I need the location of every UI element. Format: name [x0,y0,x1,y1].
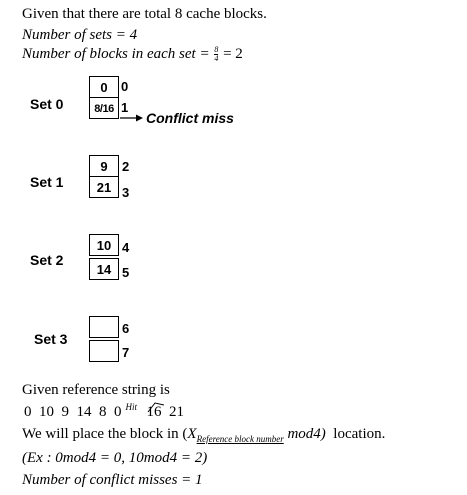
set-1-block-0: 2 [122,159,130,174]
ref-string [24,402,184,421]
ref-heading: Given reference string is [22,382,170,398]
set-0-cell-0: 0 [89,76,119,98]
set-3-cell-1 [89,340,119,362]
placement-mod: mod4) [283,426,326,442]
conflict-count-text: Number of conflict misses = 1 [22,472,203,488]
hit-label: Hit [125,402,138,412]
set-1-block-1: 3 [122,185,130,200]
ref-string-after: 16 21 [139,404,185,420]
fraction-numerator: 8 [214,45,219,55]
example-text: (Ex : 0mod4 = 0, 10mod4 = 2) [22,450,208,466]
ref-string-before: 0 10 9 14 8 0 [24,404,122,420]
blocks-per-set-suffix: = 2 [219,46,243,62]
placement-x: X [187,426,197,442]
set-0-label: Set 0 [30,96,64,112]
num-sets-text: Number of sets = 4 [22,27,138,43]
blocks-per-set-prefix: Number of blocks in each set = [22,46,214,62]
set-0-cell-1: 8/16 [89,97,119,119]
set-1-cell-0: 9 [89,155,119,177]
placement-tail: location. [325,426,386,442]
placement-text [22,426,385,444]
set-2-cell-0: 10 [89,234,119,256]
set-0-block-1: 1 [121,100,129,115]
set-0-block-0: 0 [121,79,129,94]
set-2-block-1: 5 [122,265,130,280]
set-3-block-1: 7 [122,345,130,360]
fraction-denominator: 4 [214,54,219,64]
placement-prefix: We will place the block in ( [22,426,188,442]
placement-sub: Reference block number [196,434,284,444]
set-2-label: Set 2 [30,252,64,268]
set-1-label: Set 1 [30,174,64,190]
set-3-label: Set 3 [34,331,68,347]
conflict-arrow-head [136,115,143,122]
set-3-block-0: 6 [122,321,130,336]
set-2-cell-1: 14 [89,258,119,280]
set-2-block-0: 4 [122,240,130,255]
conflict-miss-label: Conflict miss [146,110,234,126]
set-3-cell-0 [89,316,119,338]
set-1-cell-1: 21 [89,176,119,198]
intro-text: Given that there are total 8 cache blocks. [22,6,267,22]
